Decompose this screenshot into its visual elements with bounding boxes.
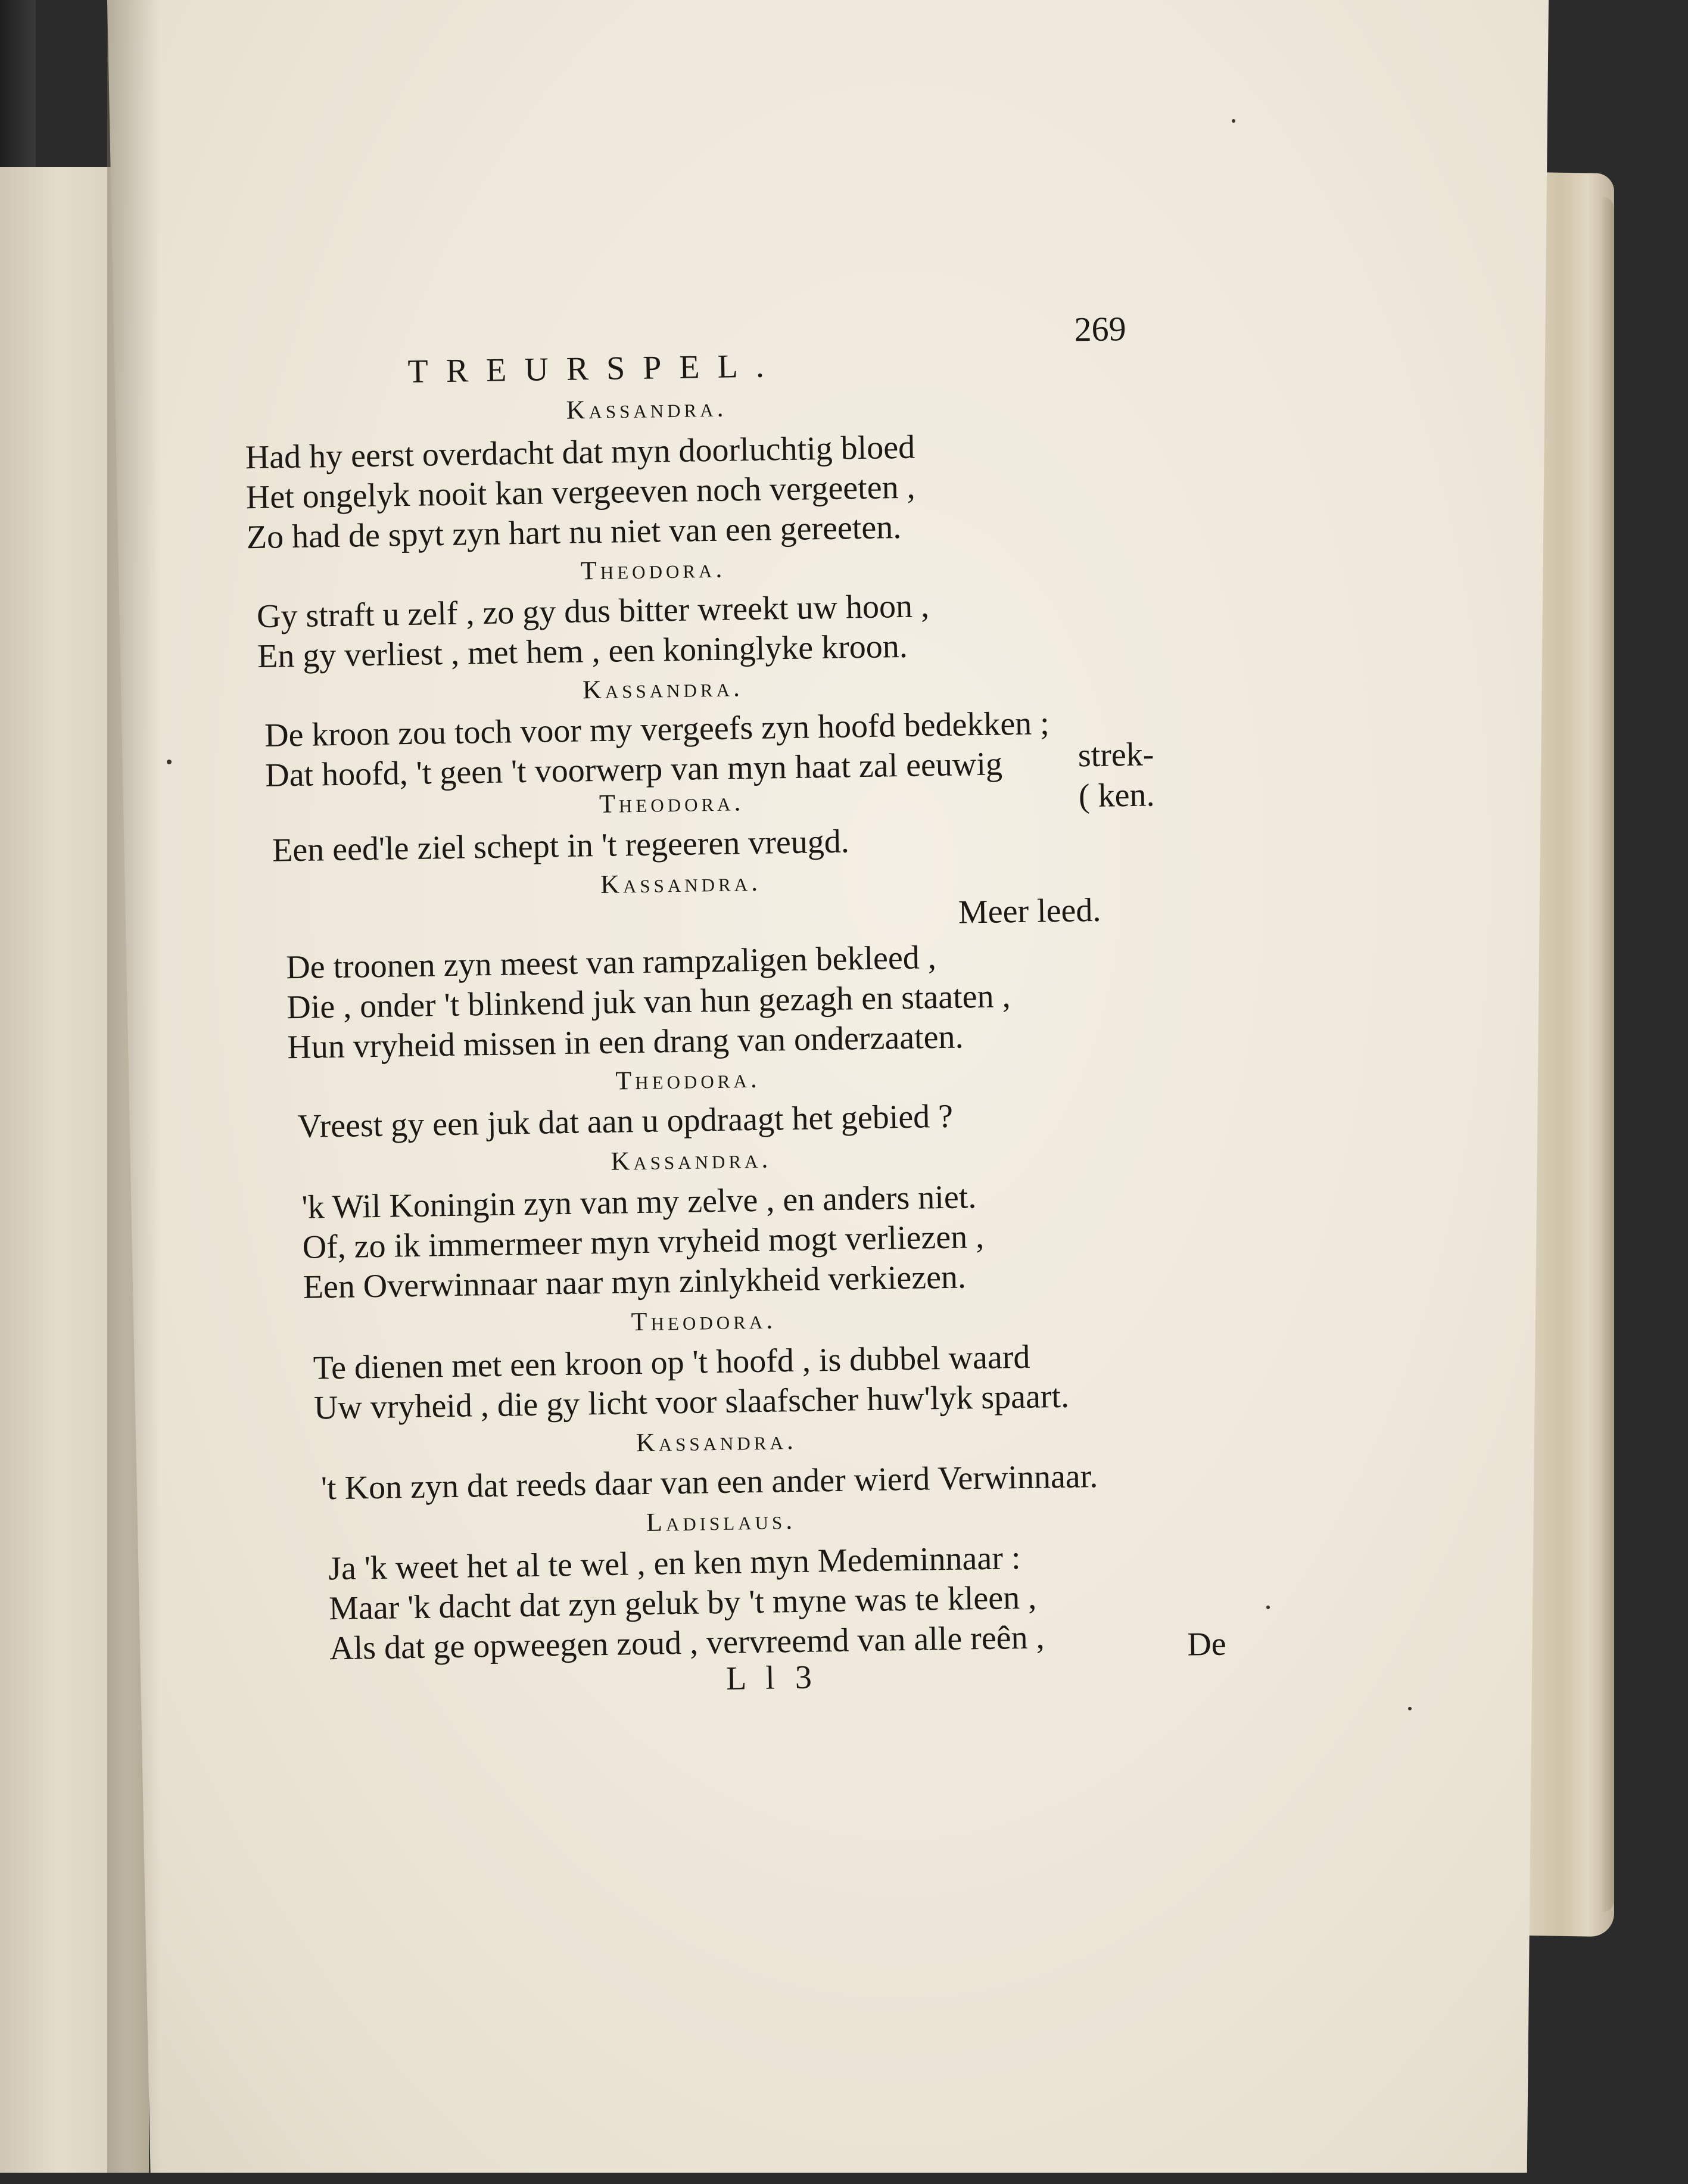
verse-line: Meer leed. <box>958 891 1101 931</box>
verse-line: Een eed'le ziel schept in 't regeeren vreugd. <box>272 823 850 869</box>
verse-line: De kroon zou toch voor my vergeefs zyn hoofd bedekken ; <box>264 705 1050 754</box>
speaker-name: Kassandra. <box>636 1425 798 1458</box>
signature-mark: L l 3 <box>725 1659 818 1697</box>
speaker-name: Theodora. <box>615 1063 761 1096</box>
verse-line: Uw vryheid , die gy licht voor slaafscher huw'lyk spaart. <box>313 1377 1070 1427</box>
speaker-name: Theodora. <box>599 787 745 819</box>
page-number: 269 <box>1074 309 1127 349</box>
verse-line: Gy straft u zelf , zo gy dus bitter wreekt uw hoon , <box>256 587 930 636</box>
speaker-name: Theodora. <box>631 1305 777 1337</box>
verse-line: Die , onder 't blinkend juk van hun gezagh en staaten , <box>286 978 1011 1026</box>
verse-line: Hun vryheid missen in een drang van onderzaaten. <box>286 1018 964 1066</box>
speaker-name: Kassandra. <box>566 393 727 425</box>
verse-line: De troonen zyn meest van rampzaligen bekleed , <box>285 939 937 987</box>
speaker-name: Ladislaus. <box>646 1505 796 1537</box>
verse-continuation: strek- <box>1077 736 1154 774</box>
verse-line: Maar 'k dacht dat zyn geluk by 't myne was te kleen , <box>328 1579 1037 1628</box>
verse-line: Het ongelyk nooit kan vergeeven noch vergeeten , <box>245 468 916 517</box>
verse-line: Of, zo ik immermeer myn vryheid mogt verliezen , <box>302 1218 985 1266</box>
running-title: TREURSPEL. <box>407 347 783 390</box>
speaker-name: Kassandra. <box>611 1144 772 1176</box>
verse-line: Zo had de spyt zyn hart nu niet van een gereeten. <box>246 508 902 556</box>
verse-line: Te dienen met een kroon op 't hoofd , is dubbel waard <box>313 1338 1030 1387</box>
verse-line: Als dat ge opweegen zoud , vervreemd van alle reên , <box>329 1619 1045 1667</box>
verse-line: 'k Wil Koningin zyn van my zelve , en anders niet. <box>301 1178 977 1226</box>
speaker-name: Theodora. <box>580 553 726 586</box>
verse-line: Een Overwinnaar naar myn zinlykheid verkiezen. <box>303 1258 967 1306</box>
verse-line: 't Kon zyn dat reeds daar van een ander wierd Verwinnaar. <box>320 1458 1098 1507</box>
verse-line: En gy verliest , met hem , een koninglyke kroon. <box>257 627 908 675</box>
verse-line: Ja 'k weet het al te wel , en ken myn Medeminnaar : <box>328 1539 1021 1588</box>
verse-line: Vreest gy een juk dat aan u opdraagt het gebied ? <box>297 1097 954 1146</box>
speaker-name: Kassandra. <box>600 867 762 899</box>
speaker-name: Kassandra. <box>582 673 744 705</box>
verse-continuation: ( ken. <box>1078 776 1155 815</box>
verse-line: Had hy eerst overdacht dat myn doorluchtig bloed <box>245 428 915 477</box>
catchword: De <box>1186 1625 1227 1663</box>
verse-line: Dat hoofd, 't geen 't voorwerp van myn haat zal eeuwig <box>264 745 1003 794</box>
